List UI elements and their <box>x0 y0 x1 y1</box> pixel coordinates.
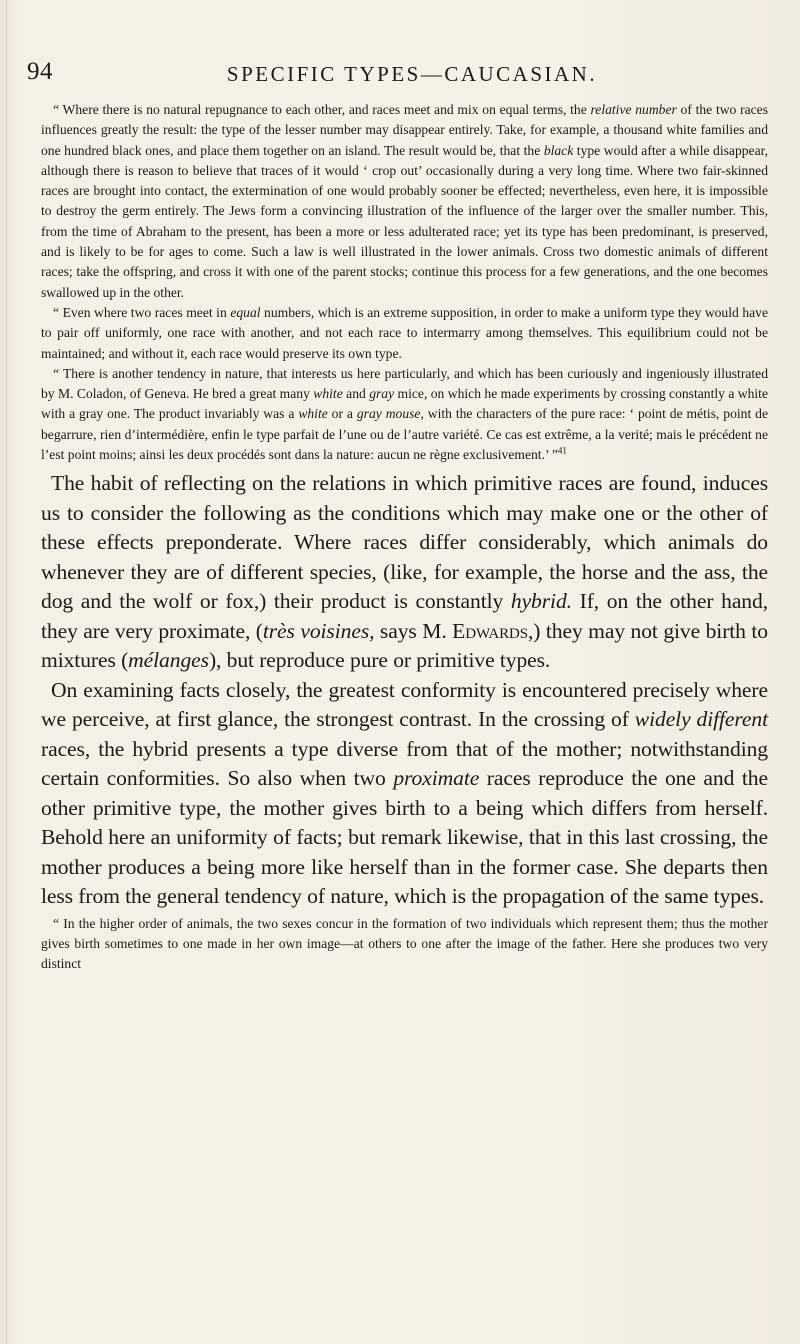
footnote <box>41 914 768 975</box>
text-run: races reproduce the one and the other primitive type, the mother gives birth to a being which differs from herself. Behold here an uniformity of facts; but remark likewise, that in this last crossing, the mother produces a being more like herself than in the former case. She departs then less from the general tendency of nature, which is the propagation of the same types. <box>41 766 768 909</box>
text-run: type would after a while disappear, although there is reason to believe that traces of it would ‘ crop out’ occasionally during a very long time. Where two fair-skinned races are brought into contact, the extermination of one would probably sooner be effected; nevertheless, even here, it is impossible to destroy the germ entirely. The Jews form a convincing illustration of the influence of the larger over the smaller number. This, from the time of Abraham to the present, has been a more or less adulterated race; yet its type has been predominant, is preserved, and is likely to be for ages to come. Such a law is well illustrated in the lower animals. Cross two domestic animals of different races; take the offspring, and cross it with one of the parent stocks; continue this process for a few generations, and the one becomes swallowed up in the other. <box>41 142 768 300</box>
body-paragraph <box>41 676 768 912</box>
text-run: “ Where there is no natural repugnance to each other, and races meet and mix on equal terms, the <box>53 102 591 117</box>
text-run: “ There is another tendency in nature, that interests us here particularly, and which has been curiously and ingeniously illustrated by M. Coladon, of Geneva. He bred a great many <box>41 365 768 402</box>
text-run: ,) they may not give birth to mixtures ( <box>41 618 768 673</box>
quote-paragraph <box>41 303 768 364</box>
text-run: ), but reproduce pure or primitive types. <box>208 648 551 673</box>
text-run: says M. <box>374 618 453 643</box>
text-run: If, on the other hand, they are very proximate, ( <box>41 589 768 643</box>
quote-paragraph <box>41 100 768 303</box>
italic-run: white <box>298 406 328 422</box>
italic-run: equal <box>230 304 261 320</box>
quote-paragraph <box>41 364 768 465</box>
italic-run: proximate <box>393 766 480 791</box>
text-run: or a <box>327 406 357 422</box>
running-head: SPECIFIC TYPES—CAUCASIAN. <box>226 62 598 86</box>
italic-run: mélanges <box>128 648 209 673</box>
italic-run: black <box>543 142 574 158</box>
text-run: numbers, which is an extreme supposition, in order to make a uniform type they would have to pair off uniformly, one race with another, and not each race to intermarry among themselves. This equilibrium could not be maintained; and without it, each race would preserve its own type. <box>41 304 769 361</box>
footnote-reference[interactable]: 41 <box>557 445 567 456</box>
page-content <box>41 100 768 975</box>
page-header <box>24 58 776 92</box>
italic-run: très voisines, <box>262 618 375 643</box>
italic-run: gray <box>369 386 395 402</box>
italic-run: white <box>313 386 343 402</box>
author-name: Edwards <box>452 618 528 643</box>
text-run: with the characters of the pure race: ‘ point de métis, point de begarrure, rien d’intermédière, enfin le type parfait de l’une ou de l’autre variété. Ce cas est extrême, a la verité; mais le précédent ne l’est point moins; ainsi les deux procédés sont dans la nature: aucun ne règne exclusivement.’ ” <box>41 406 768 463</box>
text-run: The habit of reflecting on the relations in which primitive races are found, induces us to consider the following as the conditions which may make one or the other of these effects preponderate. Where races differ considerably, which animals do whenever they are of different species, (like, for example, the horse and the ass, the dog and the wolf or fox,) their product is constantly <box>41 471 768 614</box>
body-paragraph <box>41 469 768 676</box>
italic-run: hybrid. <box>510 589 572 614</box>
italic-run: gray mouse, <box>356 406 424 422</box>
text-run: of the two races influences greatly the result: the type of the lesser number may disappear entirely. Take, for example, a thousand white families and one hundred black ones, and place them together on an island. The result would be, that the <box>41 102 768 158</box>
text-run: On examining facts closely, the greatest conformity is encountered precisely where we perceive, at first glance, the strongest contrast. In the crossing of <box>41 677 768 732</box>
body-text <box>41 469 768 912</box>
page-gutter <box>6 0 7 1344</box>
text-run: and <box>342 386 370 402</box>
text-run: mice, on which he made experiments by crossing constantly a white with a gray one. The product invariably was a <box>41 386 768 422</box>
block-quote <box>41 100 768 465</box>
italic-run: relative number <box>590 102 677 117</box>
text-run: “ Even where two races meet in <box>53 304 231 320</box>
footnote-paragraph: “ In the higher order of animals, the two sexes concur in the formation of two individuals which represent them; thus the mother gives birth sometimes to one made in her own image—at others to one after the image of the father. Here she produces two very distinct <box>41 915 768 972</box>
text-run: races, the hybrid presents a type diverse from that of the mother; notwithstanding certain conformities. So also when two <box>41 736 768 791</box>
italic-run: widely different <box>634 707 768 732</box>
page-number: 94 <box>27 58 53 85</box>
